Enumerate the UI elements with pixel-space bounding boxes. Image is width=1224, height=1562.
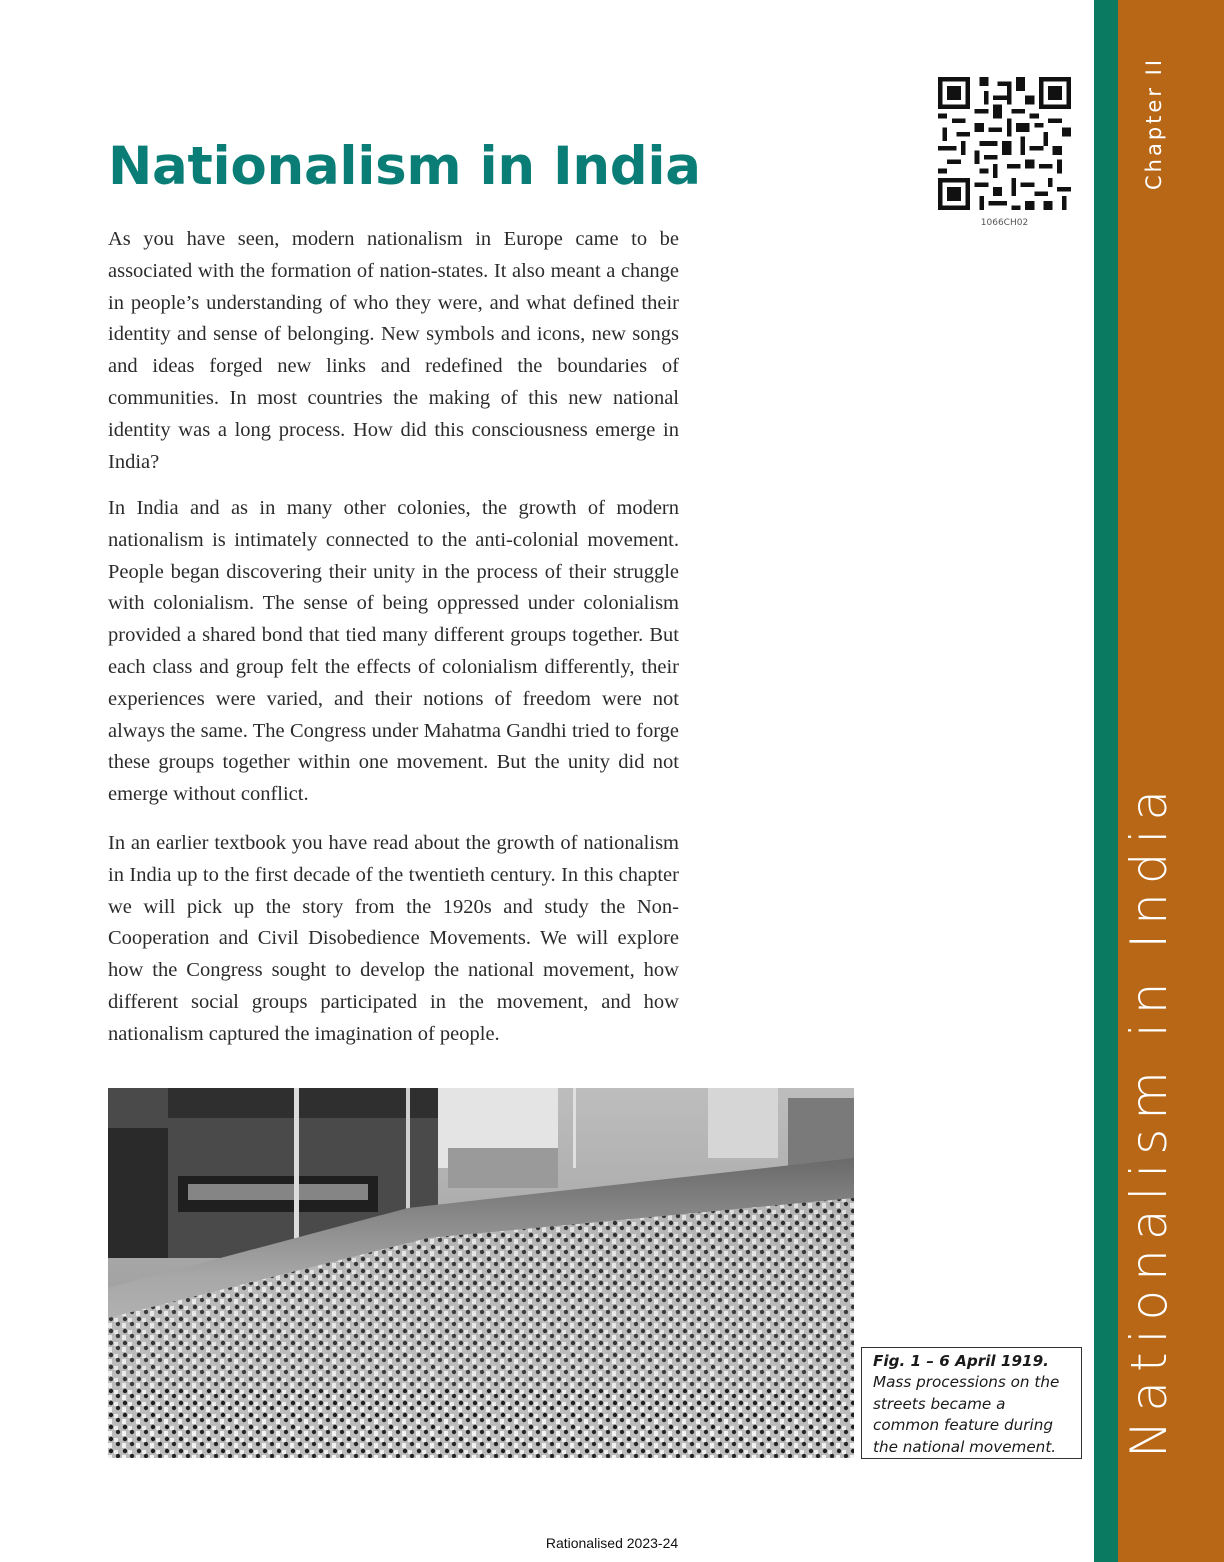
qr-code-icon[interactable] — [938, 77, 1071, 210]
figure-text: Mass processions on the streets became a common feature during the national movement. — [873, 1373, 1060, 1456]
paragraph-1: As you have seen, modern nationalism in Europe came to be associated with the formation of nation-states. It also meant a change in people’s understanding of who they were, and what defined their identity and sense of belonging. New symbols and icons, new songs and ideas forged new links and redefined the boundaries of communities. In most countries the making of this new national identity was a long process. How did this consciousness emerge in India? — [108, 228, 679, 473]
sidebar-green-stripe — [1094, 0, 1118, 1562]
chapter-label: Chapter II — [1142, 56, 1166, 190]
chapter-title: Nationalism in India — [108, 136, 701, 197]
procession-photo — [108, 1088, 854, 1458]
spine-chapter-title: Nationalism in India — [1120, 780, 1178, 1458]
paragraph-2: In India and as in many other colonies, the growth of modern nationalism is intimately connected to the anti-colonial movement. People began discovering their unity in the process of their struggle with colonialism. The sense of being oppressed under colonialism provided a shared bond that tied many different groups together. But each class and group felt the effects of colonialism differently, their experiences were varied, and their notions of freedom were not always the same. The Congress under Mahatma Gandhi tried to forge these groups together within one movement. But the unity did not emerge without conflict. — [108, 497, 679, 806]
figure-label: Fig. 1 – 6 April 1919. — [873, 1352, 1049, 1370]
paragraph-3: In an earlier textbook you have read about the growth of nationalism in India up to the first decade of the twentieth century. In this chapter we will pick up the story from the 1920s and study the Non-Cooperation and Civil Disobedience Movements. We will explore how the Congress sought to develop the national movement, how different social groups participated in the movement, and how nationalism captured the imagination of people. — [108, 832, 679, 1045]
qr-code-label: 1066CH02 — [980, 218, 1029, 228]
page-footer: Rationalised 2023-24 — [545, 1535, 679, 1551]
figure-caption — [861, 1347, 1082, 1459]
